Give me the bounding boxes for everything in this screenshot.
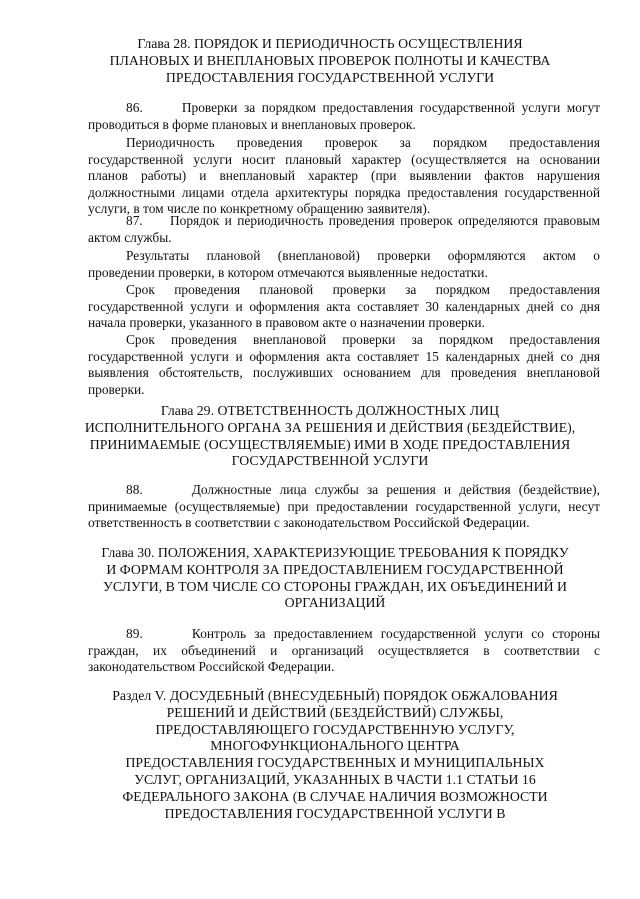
paragraph-line: планов работы) и внеплановый характер (при выявлении фактов нарушения [88, 168, 600, 184]
paragraph-line: выявления обстоятельств, послуживших основанием для проведения внеплановой [88, 365, 600, 381]
paragraph-line: проверки. [88, 381, 145, 397]
section-5-heading: Раздел V. ДОСУДЕБНЫЙ (ВНЕСУДЕБНЫЙ) ПОРЯДОК ОБЖАЛОВАНИЯ РЕШЕНИЙ И ДЕЙСТВИЙ (БЕЗДЕЙСТВИЙ) СЛУЖБЫ, ПРЕДОСТАВЛЯЮЩЕГО ГОСУДАРСТВЕННУЮ УСЛУГУ, МНОГОФУНКЦИОНАЛЬНОГО ЦЕНТРА ПРЕДОСТАВЛЕНИЯ ГОСУДАРСТВЕННЫХ И МУНИЦИПАЛЬНЫХ УСЛУГ, ОРГАНИЗАЦИЙ, УКАЗАННЫХ В ЧАСТИ 1.1 СТАТЬИ 16 ФЕДЕРАЛЬНОГО ЗАКОНА (В СЛУЧАЕ НАЛИЧИЯ ВОЗМОЖНОСТИ ПРЕДОСТАВЛЕНИЯ ГОСУДАРСТВЕННОЙ УСЛУГИ В [112, 688, 558, 821]
paragraph-line: Периодичность проведения проверок за порядком предоставления [126, 135, 600, 150]
paragraph-line: государственной услуги носит плановый характер (осуществляется на основании [88, 151, 600, 167]
paragraph-results [88, 248, 600, 281]
paragraph-line: ответственность в соответствии с законодательством Российской Федерации. [88, 515, 530, 531]
paragraph-unplanned-term [88, 332, 600, 398]
paragraph-line: принимаемые (осуществляемые) при предоставлении государственной услуги, несут [88, 498, 600, 514]
paragraph-line: проведении проверки, в котором отмечаются выявленные недостатки. [88, 264, 488, 280]
paragraph-line: 86. Проверки за порядком предоставления государственной услуги могут [126, 100, 600, 115]
chapter-28-heading: Глава 28. ПОРЯДОК И ПЕРИОДИЧНОСТЬ ОСУЩЕСТВЛЕНИЯ ПЛАНОВЫХ И ВНЕПЛАНОВЫХ ПРОВЕРОК ПОЛНОТЫ И КАЧЕСТВА ПРЕДОСТАВЛЕНИЯ ГОСУДАРСТВЕННОЙ УСЛУГИ [109, 36, 551, 85]
paragraph-line: Результаты плановой (внеплановой) проверки оформляются актом о [126, 248, 600, 263]
paragraph-89 [88, 626, 600, 676]
paragraph-line: Срок проведения внеплановой проверки за порядком предоставления [126, 332, 600, 347]
paragraph-line: услуги, в том числе по конкретному обращению заявителя). [88, 201, 431, 217]
paragraph-line: 87. Порядок и периодичность проведения проверок определяются правовым [126, 213, 600, 228]
paragraph-87 [88, 213, 600, 246]
paragraph-line: должностными лицами отдела архитектуры порядка предоставления государственной [88, 184, 600, 200]
paragraph-line: граждан, их объединений и организаций осуществляется в соответствии с [88, 642, 600, 658]
paragraph-line: государственной услуги и оформления акта составляет 30 календарных дней со дня [88, 298, 600, 314]
chapter-30-heading: Глава 30. ПОЛОЖЕНИЯ, ХАРАКТЕРИЗУЮЩИЕ ТРЕБОВАНИЯ К ПОРЯДКУ И ФОРМАМ КОНТРОЛЯ ЗА ПРЕДОСТАВЛЕНИЕМ ГОСУДАРСТВЕННОЙ УСЛУГИ, В ТОМ ЧИСЛЕ СО СТОРОНЫ ГРАЖДАН, ИХ ОБЪЕДИНЕНИЙ И ОРГАНИЗАЦИЙ [101, 545, 569, 611]
paragraph-line: Срок проведения плановой проверки за порядком предоставления [126, 282, 600, 297]
paragraph-line: 89. Контроль за предоставлением государственной услуги со стороны [126, 626, 600, 641]
chapter-29-heading: Глава 29. ОТВЕТСТВЕННОСТЬ ДОЛЖНОСТНЫХ ЛИЦ ИСПОЛНИТЕЛЬНОГО ОРГАНА ЗА РЕШЕНИЯ И ДЕЙСТВИЯ (БЕЗДЕЙСТВИЕ), ПРИНИМАЕМЫЕ (ОСУЩЕСТВЛЯЕМЫЕ) ИМИ В ХОДЕ ПРЕДОСТАВЛЕНИЯ ГОСУДАРСТВЕННОЙ УСЛУГИ [84, 403, 576, 469]
paragraph-88 [88, 482, 600, 532]
paragraph-line: проводиться в форме плановых и внеплановых проверок. [88, 116, 416, 132]
paragraph-planned-term [88, 282, 600, 332]
paragraph-86 [88, 100, 600, 133]
paragraph-line: государственной услуги и оформления акта составляет 15 календарных дней со дня [88, 348, 600, 364]
paragraph-line: законодательством Российской Федерации. [88, 659, 335, 675]
paragraph-line: актом службы. [88, 229, 172, 245]
paragraph-periodicity [88, 135, 600, 218]
paragraph-line: начала проверки, указанного в правовом акте о назначении проверки. [88, 315, 485, 331]
paragraph-line: 88. Должностные лица службы за решения и действия (бездействие), [126, 482, 600, 497]
